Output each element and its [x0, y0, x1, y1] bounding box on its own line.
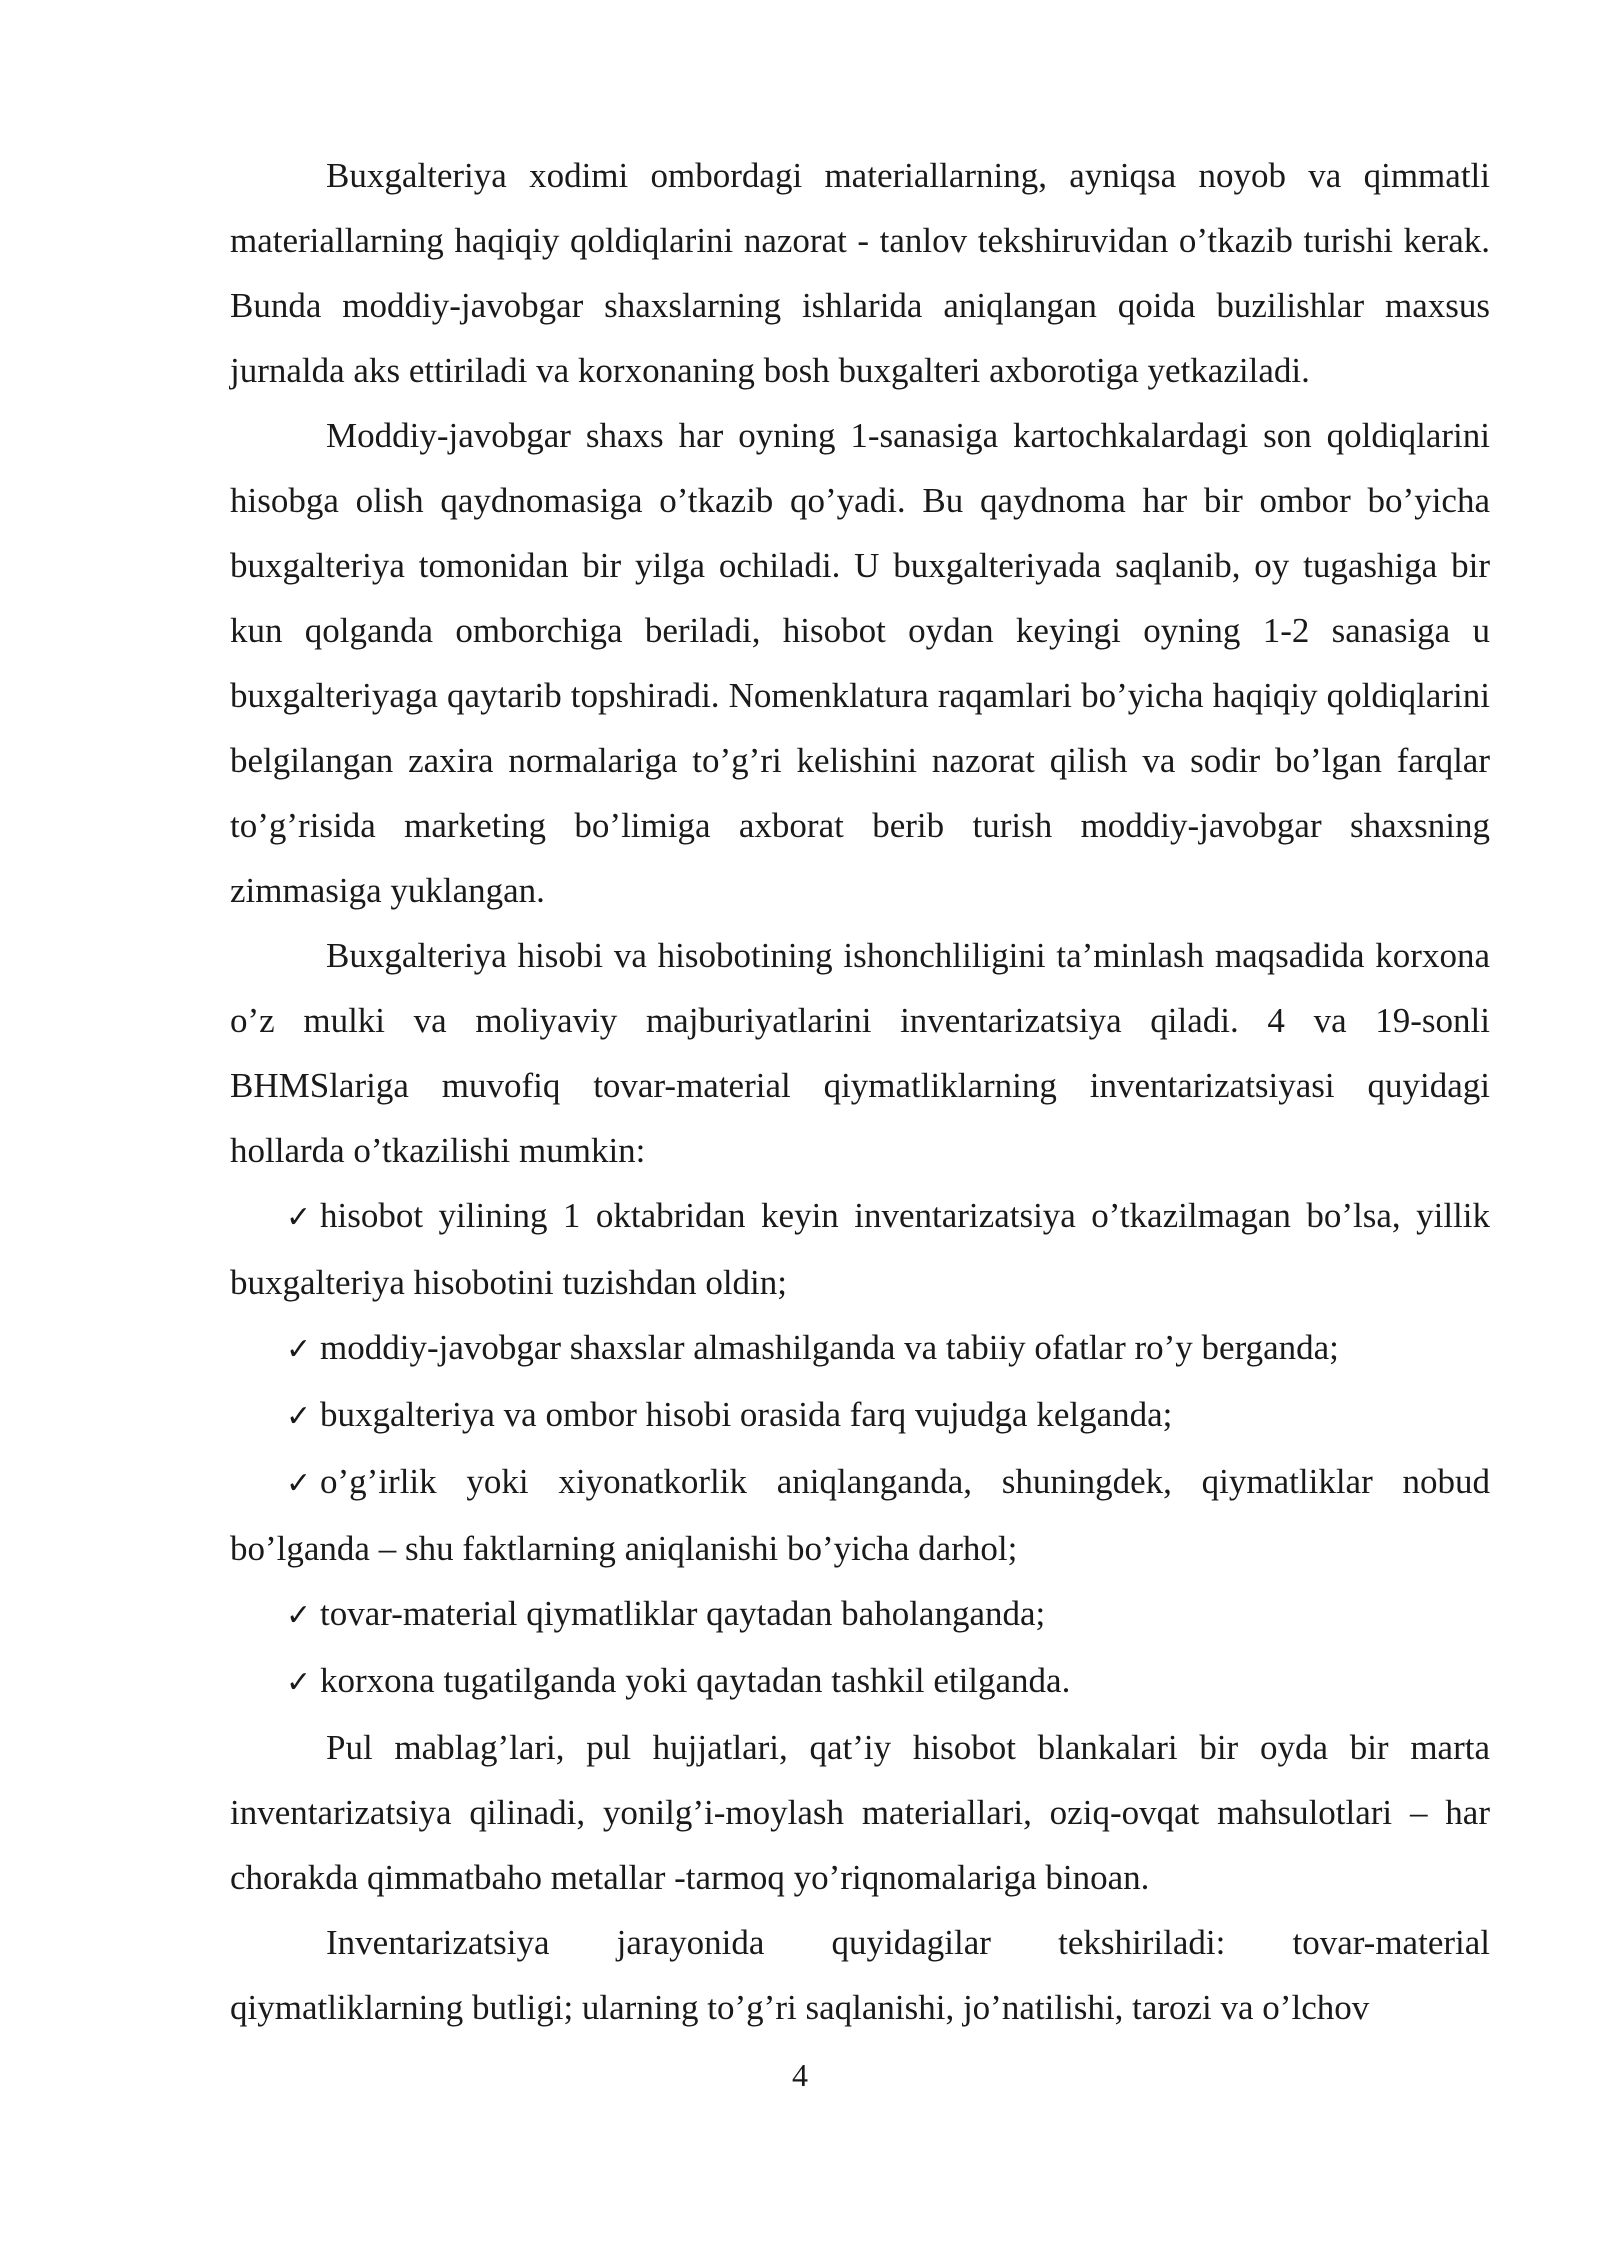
list-item: [230, 1183, 1490, 1315]
page-number: 4: [792, 2057, 808, 2093]
list-item-text: korxona tugatilganda yoki qaytadan tashkil etilganda.: [320, 1661, 1071, 1700]
list-item: [230, 1648, 1490, 1715]
paragraph: Moddiy-javobgar shaxs har oyning 1-sanasiga kartochkalardagi son qoldiqlarini hisobga olish qaydnomasiga o’tkazib qo’yadi. Bu qaydnoma har bir ombor bo’yicha buxgalteriya tomonidan bir yilga ochiladi. U buxgalteriyada saqlanib, oy tugashiga bir kun qolganda omborchiga beriladi, hisobot oydan keyingi oyning 1-2 sanasiga u buxgalteriyaga qaytarib topshiradi. Nomenklatura raqamlari bo’yicha haqiqiy qoldiqlarini belgilangan zaxira normalariga to’g’ri kelishini nazorat qilish va sodir bo’lgan farqlar to’g’risida marketing bo’limiga axborat berib turish moddiy-javobgar shaxsning zimmasiga yuklangan.: [230, 416, 1490, 910]
paragraph: Pul mablag’lari, pul hujjatlari, qat’iy hisobot blankalari bir oyda bir marta inventarizatsiya qilinadi, yonilg’i-moylash materiallari, oziq-ovqat mahsulotlari – har chorakda qimmatbaho metallar -tarmoq yo’riqnomalariga binoan.: [230, 1728, 1490, 1897]
checkmark-icon: ✓: [286, 1598, 312, 1633]
paragraph: Inventarizatsiya jarayonida quyidagilar tekshiriladi: tovar-material qiymatliklarning butligi; ularning to’g’ri saqlanishi, jo’natilishi, tarozi va o’lchov: [230, 1923, 1490, 2027]
paragraph: Buxgalteriya hisobi va hisobotining ishonchliligini ta’minlash maqsadida korxona o’z mulki va moliyaviy majburiyatlarini inventarizatsiya qiladi. 4 va 19-sonli BHMSlariga muvofiq tovar-material qiymatliklarning inventarizatsiyasi quyidagi hollarda o’tkazilishi mumkin:: [230, 936, 1490, 1170]
checkmark-icon: ✓: [286, 1466, 312, 1501]
checkmark-icon: ✓: [286, 1399, 312, 1434]
checkmark-icon: ✓: [286, 1332, 312, 1367]
list-item-text: o’g’irlik yoki xiyonatkorlik aniqlanganda, shuningdek, qiymatliklar nobud bo’lganda – shu faktlarning aniqlanishi bo’yicha darhol;: [230, 1462, 1490, 1568]
list-item: [230, 1315, 1490, 1382]
checkmark-icon: ✓: [286, 1665, 312, 1700]
list-item-text: hisobot yilining 1 oktabridan keyin inventarizatsiya o’tkazilmagan bo’lsa, yillik buxgalteriya hisobotini tuzishdan oldin;: [230, 1196, 1490, 1302]
page-body: [230, 143, 1490, 2040]
checklist: [230, 1183, 1490, 1715]
list-item: [230, 1581, 1490, 1648]
checkmark-icon: ✓: [286, 1200, 312, 1235]
paragraph: Buxgalteriya xodimi ombordagi materiallarning, ayniqsa noyob va qimmatli materiallarning haqiqiy qoldiqlarini nazorat - tanlov tekshiruvidan o’tkazib turishi kerak. Bunda moddiy-javobgar shaxslarning ishlarida aniqlangan qoida buzilishlar maxsus jurnalda aks ettiriladi va korxonaning bosh buxgalteri axborotiga yetkaziladi.: [230, 156, 1490, 390]
list-item: [230, 1382, 1490, 1449]
list-item-text: moddiy-javobgar shaxslar almashilganda va tabiiy ofatlar ro’y berganda;: [320, 1328, 1339, 1367]
list-item-text: buxgalteriya va ombor hisobi orasida farq vujudga kelganda;: [320, 1395, 1173, 1434]
list-item: [230, 1449, 1490, 1581]
list-item-text: tovar-material qiymatliklar qaytadan baholanganda;: [320, 1594, 1046, 1633]
